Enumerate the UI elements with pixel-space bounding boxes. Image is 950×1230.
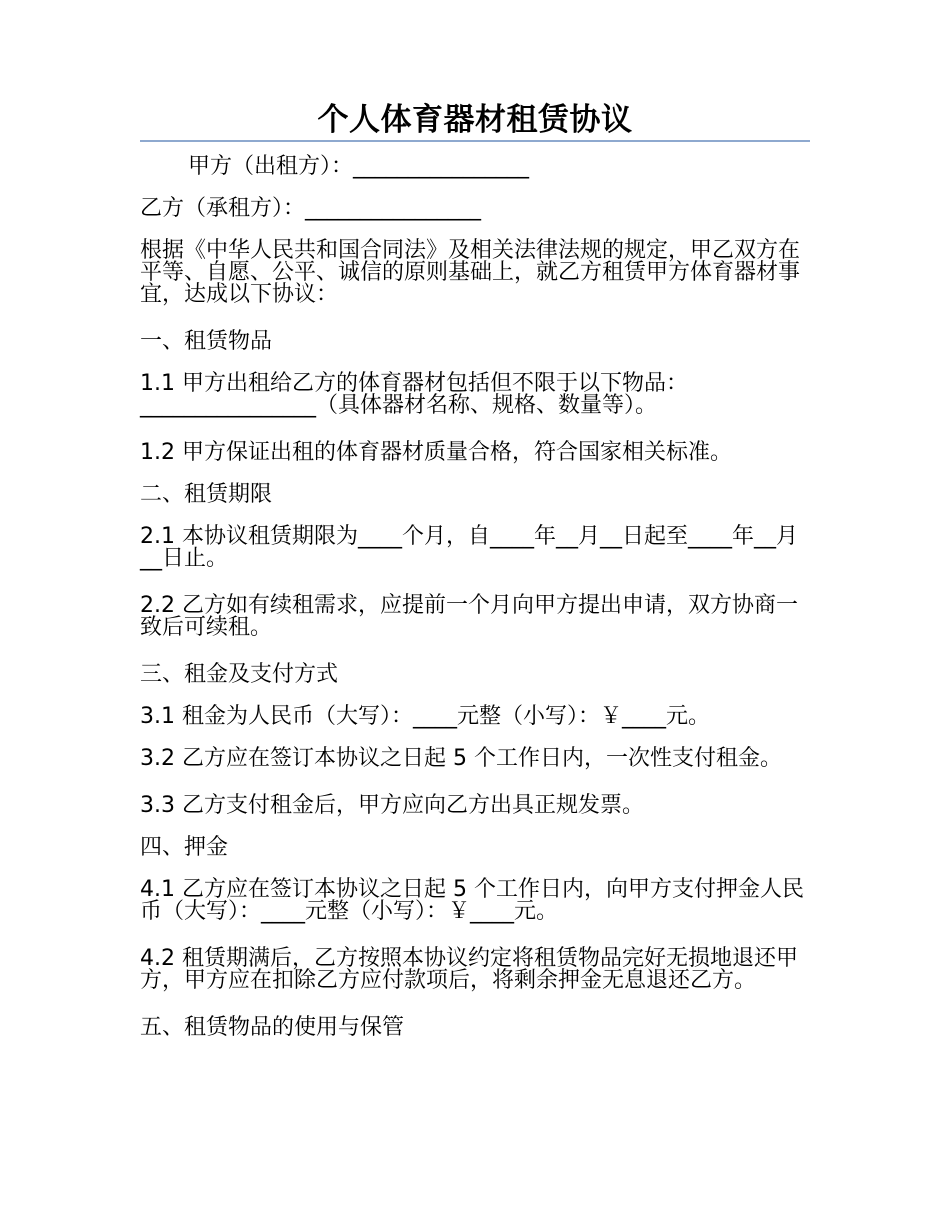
section-2-heading: 二、租赁期限 [140, 482, 273, 507]
intro-paragraph: 根据《中华人民共和国合同法》及相关法律法规的规定，甲乙双方在平等、自愿、公平、诚信的原则基础上，就乙方租赁甲方体育器材事宜，达成以下协议： [140, 238, 801, 307]
section-1-heading: 一、租赁物品 [140, 329, 273, 354]
title-underline [140, 140, 810, 142]
clause-3-1: 3.1 租金为人民币（大写）：____元整（小写）：￥____元。 [140, 704, 710, 729]
clause-4-2: 4.2 租赁期满后，乙方按照本协议约定将租赁物品完好无损地退还甲方，甲方应在扣除乙方应付款项后，将剩余押金无息退还乙方。 [140, 946, 798, 993]
clause-4-1: 4.1 乙方应在签订本协议之日起 5 个工作日内，向甲方支付押金人民币（大写）：____元整（小写）：￥____元。 [140, 877, 804, 924]
clause-2-1: 2.1 本协议租赁期限为____个月，自____年__月__日起至____年__月__日止。 [140, 524, 798, 571]
clause-1-2: 1.2 甲方保证出租的体育器材质量合格，符合国家相关标准。 [140, 440, 732, 465]
section-3-heading: 三、租金及支付方式 [140, 662, 339, 687]
section-4-heading: 四、押金 [140, 835, 229, 860]
clause-2-2: 2.2 乙方如有续租需求，应提前一个月向甲方提出申请，双方协商一致后可续租。 [140, 593, 798, 640]
document-page [140, 100, 810, 1055]
party-a-line: 甲方（出租方）：________________ [188, 154, 530, 179]
party-b-line: 乙方（承租方）：________________ [140, 196, 482, 221]
document-title: 个人体育器材租赁协议 [317, 102, 633, 138]
section-5-heading: 五、租赁物品的使用与保管 [140, 1015, 405, 1040]
clause-3-3: 3.3 乙方支付租金后，甲方应向乙方出具正规发票。 [140, 793, 644, 818]
clause-3-2: 3.2 乙方应在签订本协议之日起 5 个工作日内，一次性支付租金。 [140, 746, 782, 771]
clause-1-1: 1.1 甲方出租给乙方的体育器材包括但不限于以下物品：________________（具体器材名称、规格、数量等）。 [140, 371, 688, 418]
